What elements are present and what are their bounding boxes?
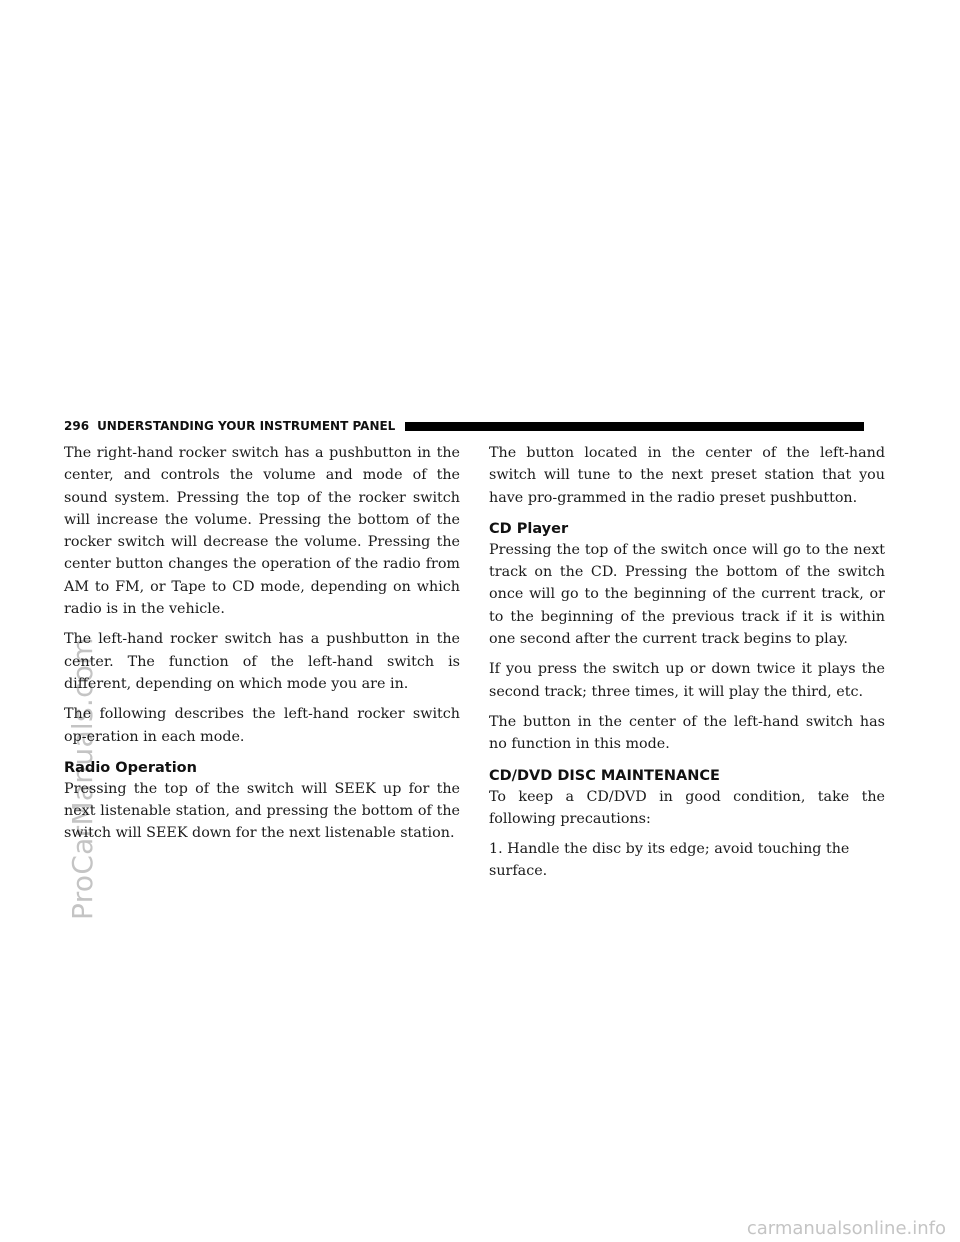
paragraph-left-hand-switch: The left-hand rocker switch has a pushbutton in the center. The function of the left-hand switch is different, depending on which mode you are in. [64,631,460,692]
section-title: UNDERSTANDING YOUR INSTRUMENT PANEL [97,419,396,433]
watermark-carmanualsonline: carmanualsonline.info [746,1218,946,1239]
paragraph-following-describes: The following describes the left-hand rocker switch op-eration in each mode. [64,706,460,745]
list-item-handle-disc: 1. Handle the disc by its edge; avoid touching the surface. [489,841,850,880]
heading-cd-player: CD Player [489,520,569,537]
paragraph-preset-button: The button located in the center of the left-hand switch will tune to the next preset station that you have pro-grammed in the radio preset pushbutton. [489,445,885,506]
paragraph-cd-track: Pressing the top of the switch once will go to the next track on the CD. Pressing the bottom of the switch once will go to the beginning of the current track, or to the beginning of the previous track if it is within one second after the current track begins to play. [489,541,885,648]
page-header [64,416,864,436]
paragraph-right-hand-switch: The right-hand rocker switch has a pushbutton in the center, and controls the volume and mode of the sound system. Pressing the top of the rocker switch will increase the volume. Pressing the bottom of the rocker switch will decrease the volume. Pressing the center button changes the operation of the radio from AM to FM, or Tape to CD mode, depending on which radio is in the vehicle. [64,445,460,618]
paragraph-cd-twice: If you press the switch up or down twice it plays the second track; three times, it will play the third, etc. [489,661,885,700]
page-number: 296 [64,419,90,433]
right-column [489,442,885,891]
heading-radio-operation: Radio Operation [64,759,197,776]
paragraph-radio-seek: Pressing the top of the switch will SEEK up for the next listenable station, and pressing the bottom of the switch will SEEK down for the next listenable station. [64,780,460,842]
paragraph-precautions: To keep a CD/DVD in good condition, take the following precautions: [489,788,885,827]
heading-disc-maintenance: CD/DVD DISC MAINTENANCE [489,767,720,784]
left-column [64,442,460,853]
paragraph-cd-center: The button in the center of the left-hand switch has no function in this mode. [489,713,885,753]
header-rule [405,422,864,431]
watermark-left-text: ProCarManuals.com [66,637,99,920]
